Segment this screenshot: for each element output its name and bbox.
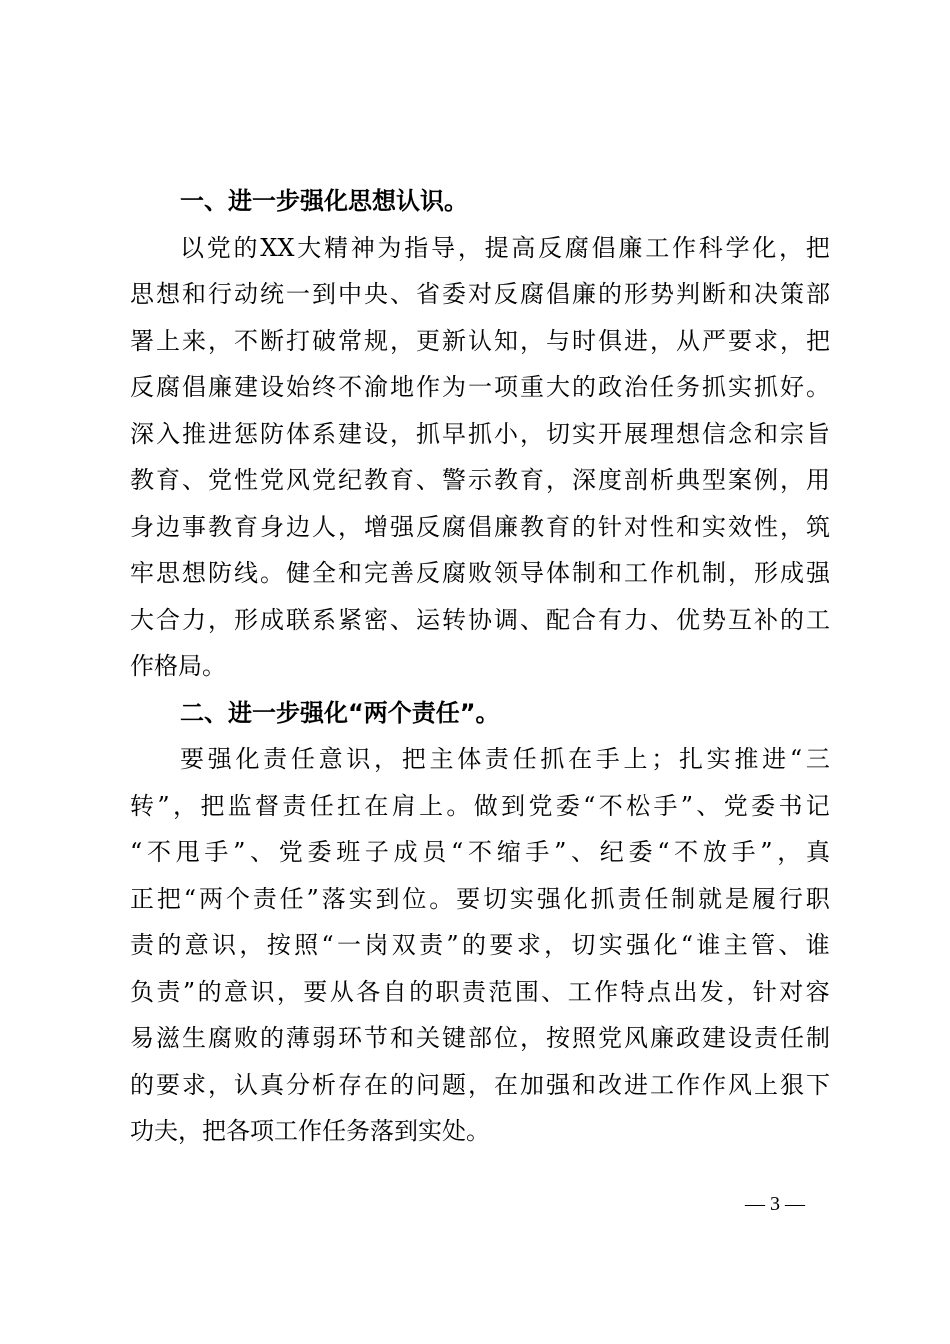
text-line: 的 要 求 ， 认 真 分 析 存 在 的 问 题 ， 在 加 强 和 改 进 工 作 作 风 上 狠 下: [130, 1070, 830, 1099]
text-line: 要 强 化 责 任 意 识 ， 把 主 体 责 任 抓 在 手 上 ； 扎 实 推 进 “ 三: [180, 745, 830, 773]
text-line: 教 育 、 党 性 党 风 党 纪 教 育 、 警 示 教 育 ， 深 度 剖 析 典 型 案 例 ， 用: [130, 466, 830, 494]
text-line: 大 合 力 ， 形 成 联 系 紧 密 、 运 转 协 调 、 配 合 有 力 、 优 势 互 补 的 工: [130, 605, 830, 634]
text-line: 反 腐 倡 廉 建 设 始 终 不 渝 地 作 为 一 项 重 大 的 政 治 任 务 抓 实 抓 好 。: [130, 373, 830, 401]
text-line: “ 不 甩 手 ” 、 党 委 班 子 成 员 “ 不 缩 手 ” 、 纪 委 “ 不 放 手 ” ， 真: [130, 838, 830, 866]
text-line: 负 责 ” 的 意 识 ， 要 从 各 自 的 职 责 范 围 、 工 作 特 点 出 发 ， 针 对 容: [130, 977, 830, 1006]
text-line: 署 上 来 ， 不 断 打 破 常 规 ， 更 新 认 知 ， 与 时 俱 进 ， 从 严 要 求 ， 把: [130, 326, 830, 355]
paragraph-1: [130, 225, 830, 690]
text-line: 身 边 事 教 育 身 边 人 ， 增 强 反 腐 倡 廉 教 育 的 针 对 性 和 实 效 性 ， 筑: [130, 512, 830, 541]
text-line: 正 把 “ 两 个 责 任 ” 落 实 到 位 。 要 切 实 强 化 抓 责 任 制 就 是 履 行 职: [130, 884, 830, 913]
section-heading-1: 一、进一步强化思想认识。: [180, 187, 468, 215]
paragraph-2: [130, 736, 830, 1155]
text-line: 作 格 局 。: [130, 652, 226, 680]
text-line: 转 ” ， 把 监 督 责 任 扛 在 肩 上 。 做 到 党 委 “ 不 松 手 ” 、 党 委 书 记: [130, 791, 830, 820]
text-line: 易 滋 生 腐 败 的 薄 弱 环 节 和 关 键 部 位 ， 按 照 党 风 廉 政 建 设 责 任 制: [130, 1024, 830, 1052]
section-heading-2: 二、进一步强化“两个责任”。: [180, 698, 500, 727]
document-body: [130, 178, 830, 1155]
text-line: 功 夫 ， 把 各 项 工 作 任 务 落 到 实 处 。: [130, 1117, 490, 1145]
text-line: 深 入 推 进 惩 防 体 系 建 设 ， 抓 早 抓 小 ， 切 实 开 展 理 想 信 念 和 宗 旨: [130, 419, 830, 448]
text-line: 牢 思 想 防 线 。 健 全 和 完 善 反 腐 败 领 导 体 制 和 工 作 机 制 ， 形 成 强: [130, 559, 830, 587]
text-line: 思 想 和 行 动 统 一 到 中 央 、 省 委 对 反 腐 倡 廉 的 形 势 判 断 和 决 策 部: [130, 280, 830, 308]
page-number: — 3 —: [745, 1193, 805, 1215]
text-line: 责 的 意 识 ， 按 照 “ 一 岗 双 责 ” 的 要 求 ， 切 实 强 化 “ 谁 主 管 、 谁: [130, 931, 830, 959]
text-line: 以 党 的 XX 大 精 神 为 指 导 ， 提 高 反 腐 倡 廉 工 作 科 学 化 ， 把: [180, 233, 830, 262]
